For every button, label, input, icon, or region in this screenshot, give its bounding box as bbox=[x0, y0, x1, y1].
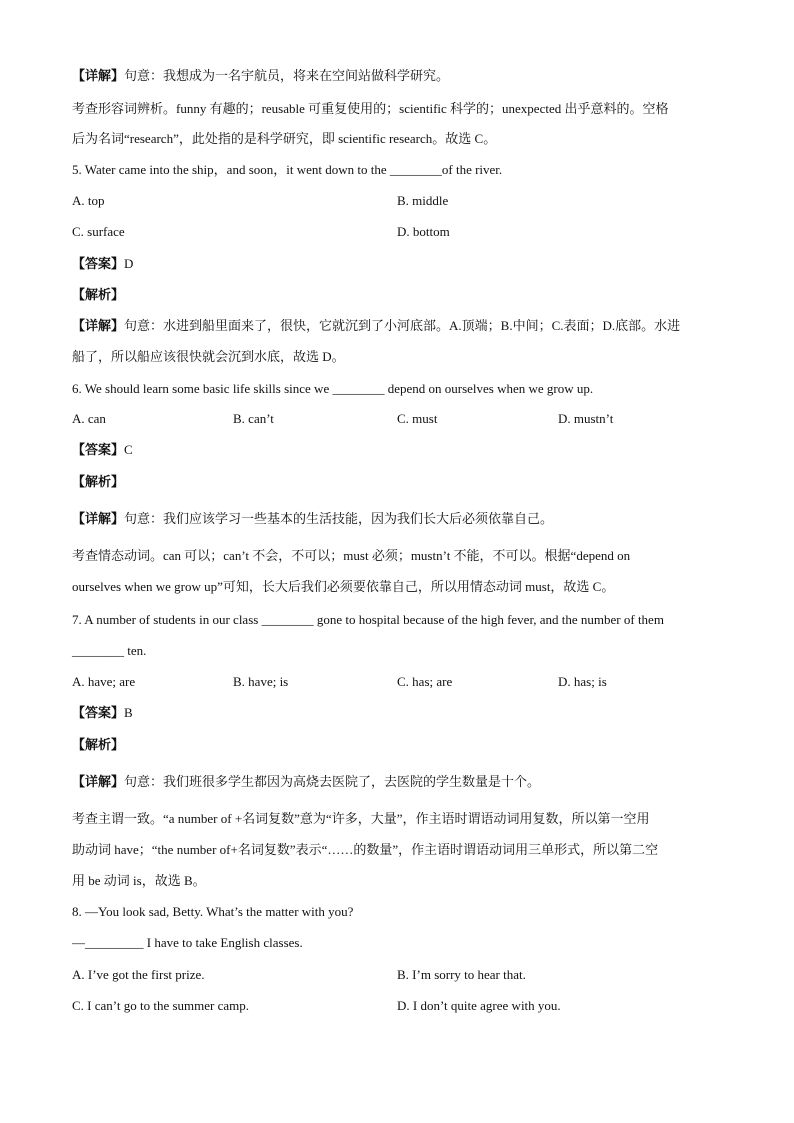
q8-option-a: A. I’ve got the first prize. bbox=[72, 967, 205, 982]
detail-tag: 【详解】 bbox=[72, 512, 125, 527]
q7-analysis-line-1: 考查主谓一致。“a number of +名词复数”意为“许多，大量”，作主语时谓语动词用复数，所以第一空用 bbox=[72, 811, 650, 826]
answer-tag: 【答案】 bbox=[72, 257, 125, 272]
q6-answer bbox=[72, 441, 722, 460]
detail-tag: 【详解】 bbox=[72, 775, 125, 790]
q6-detail bbox=[72, 510, 722, 529]
detail-text: 句意：我们班很多学生都因为高烧去医院了，去医院的学生数量是十个。 bbox=[124, 774, 541, 789]
answer-tag: 【答案】 bbox=[72, 443, 125, 458]
q4-analysis-line-1: 考查形容词辨析。funny 有趣的；reusable 可重复使用的；scientific 科学的；unexpected 出乎意料的。空格 bbox=[72, 101, 669, 116]
q5-detail-line-1 bbox=[72, 317, 722, 336]
q7-option-d: D. has; is bbox=[558, 674, 607, 689]
detail-tag: 【详解】 bbox=[72, 319, 125, 334]
q5-analysis-tag bbox=[72, 286, 722, 305]
q7-option-b: B. have; is bbox=[233, 674, 289, 689]
q5-question: 5. Water came into the ship，and soon，it went down to the ________of the river. bbox=[72, 162, 503, 177]
q7-analysis-line-2: 助动词 have；“the number of+名词复数”表示“……的数量”，作主语时谓语动词用三单形式，所以第二空 bbox=[72, 842, 659, 857]
q6-option-c: C. must bbox=[397, 411, 438, 426]
q6-option-b: B. can’t bbox=[233, 411, 274, 426]
q7-question-line-2: ________ ten. bbox=[72, 643, 147, 658]
q5-detail-line-2: 船了，所以船应该很快就会沉到水底，故选 D。 bbox=[72, 349, 345, 364]
q7-question-line-1: 7. A number of students in our class ________ gone to hospital because of the high fever, and the number of them bbox=[72, 612, 664, 627]
q4-analysis-line-2: 后为名词“research”，此处指的是科学研究，即 scientific research。故选 C。 bbox=[72, 131, 497, 146]
answer-value: B bbox=[124, 705, 133, 720]
detail-text: 句意：我们应该学习一些基本的生活技能，因为我们长大后必须依靠自己。 bbox=[124, 511, 554, 526]
detail-text: 句意：水进到船里面来了，很快，它就沉到了小河底部。A.顶端；B.中间；C.表面；D.底部。水进 bbox=[124, 318, 681, 333]
detail-text: 句意：我想成为一名宇航员，将来在空间站做科学研究。 bbox=[124, 68, 450, 83]
q6-analysis-tag bbox=[72, 473, 722, 492]
analysis-tag: 【解析】 bbox=[72, 288, 125, 303]
q7-option-c: C. has; are bbox=[397, 674, 453, 689]
q8-option-c: C. I can’t go to the summer camp. bbox=[72, 998, 250, 1013]
q7-answer bbox=[72, 704, 722, 723]
q8-question-line-1: 8. —You look sad, Betty. What’s the matter with you? bbox=[72, 904, 354, 919]
q8-option-b: B. I’m sorry to hear that. bbox=[397, 967, 526, 982]
q4-detail bbox=[72, 67, 722, 86]
q5-option-d: D. bottom bbox=[397, 224, 450, 239]
q6-option-d: D. mustn’t bbox=[558, 411, 614, 426]
analysis-tag: 【解析】 bbox=[72, 738, 125, 753]
q6-question: 6. We should learn some basic life skills since we ________ depend on ourselves when we grow up. bbox=[72, 381, 594, 396]
q8-question-line-2: —_________ I have to take English classes. bbox=[72, 935, 303, 950]
q5-option-b: B. middle bbox=[397, 193, 449, 208]
q6-option-a: A. can bbox=[72, 411, 106, 426]
q8-option-d: D. I don’t quite agree with you. bbox=[397, 998, 561, 1013]
answer-value: C bbox=[124, 442, 133, 457]
q6-analysis-line-1: 考查情态动词。can 可以；can’t 不会，不可以；must 必须；mustn’t 不能，不可以。根据“depend on bbox=[72, 548, 631, 563]
q5-option-c: C. surface bbox=[72, 224, 125, 239]
q5-option-a: A. top bbox=[72, 193, 105, 208]
q7-analysis-line-3: 用 be 动词 is，故选 B。 bbox=[72, 873, 206, 888]
q7-analysis-tag bbox=[72, 736, 722, 755]
analysis-tag: 【解析】 bbox=[72, 475, 125, 490]
q7-detail bbox=[72, 773, 722, 792]
answer-value: D bbox=[124, 256, 134, 271]
detail-tag: 【详解】 bbox=[72, 69, 125, 84]
q6-analysis-line-2: ourselves when we grow up”可知，长大后我们必须要依靠自己，所以用情态动词 must，故选 C。 bbox=[72, 579, 615, 594]
q7-option-a: A. have; are bbox=[72, 674, 136, 689]
q5-answer bbox=[72, 255, 722, 274]
answer-tag: 【答案】 bbox=[72, 706, 125, 721]
